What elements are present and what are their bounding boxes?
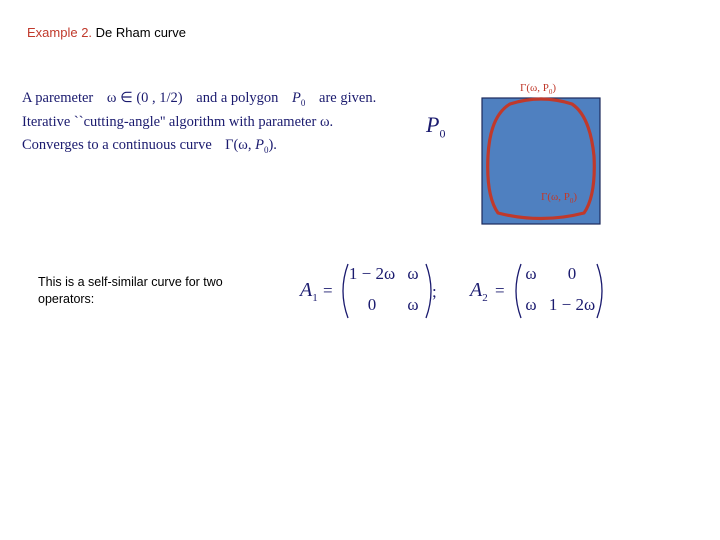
- matrix-a1-r1c2: ω: [407, 264, 419, 283]
- description-text: This is a self-similar curve for two operators:: [38, 275, 223, 306]
- line1-text-b: and a polygon: [196, 90, 279, 106]
- derham-curve-figure: [478, 96, 604, 228]
- polygon-label-subscript: 0: [439, 126, 446, 141]
- matrix-a2-equals: =: [495, 281, 505, 300]
- matrix-a2-label: [470, 279, 488, 304]
- statement-line-1: [22, 90, 376, 108]
- title-prefix: Example 2.: [27, 25, 93, 40]
- gamma-top-close: ): [552, 82, 557, 94]
- gamma-inner-subscript: 0: [569, 197, 574, 206]
- polygon-symbol: P: [292, 90, 301, 106]
- polygon-subscript-3: 0: [263, 144, 269, 155]
- statement-line-3: [22, 137, 277, 155]
- line1-text-c: are given.: [319, 90, 377, 106]
- matrix-a2-r2c1: ω: [525, 295, 537, 314]
- polygon-label: [426, 112, 445, 141]
- matrix-a2-r1c1: ω: [525, 264, 537, 283]
- gamma-expression: Γ(ω,: [225, 137, 252, 153]
- line2-text: Iterative ``cutting-angle'' algorithm with parameter: [22, 114, 317, 130]
- gamma-label-inner: [541, 191, 577, 205]
- matrix-a1-letter: A: [300, 279, 313, 301]
- line1-text-a: A paremeter: [22, 90, 94, 106]
- gamma-close: ).: [268, 137, 277, 153]
- gamma-label-top: [520, 82, 556, 96]
- matrix-a1-subscript: 1: [312, 292, 318, 304]
- matrix-a2: [470, 262, 610, 320]
- matrix-a2-right-paren: [594, 262, 608, 320]
- gamma-inner-close: ): [573, 191, 578, 203]
- omega-symbol-2: ω.: [319, 114, 334, 130]
- matrix-a2-r1c2: 0: [567, 264, 577, 283]
- interval: (0 , 1/2): [136, 90, 183, 106]
- element-of-symbol: ∈: [120, 90, 133, 106]
- matrix-a1-r2c2: ω: [407, 295, 419, 314]
- matrix-a1-semicolon: ;: [432, 282, 437, 301]
- matrix-a1-label: [300, 279, 318, 304]
- matrix-a2-subscript: 2: [482, 292, 488, 304]
- matrix-a2-letter: A: [470, 279, 483, 301]
- polygon-label-letter: P: [426, 112, 440, 137]
- line3-text: Converges to a continuous curve: [22, 137, 212, 153]
- matrix-a2-r2c2: 1 − 2ω: [548, 295, 596, 314]
- matrix-a1-r1c1: 1 − 2ω: [348, 264, 396, 283]
- matrix-a1-equals: =: [323, 281, 333, 300]
- polygon-subscript: 0: [300, 97, 306, 108]
- omega-symbol: ω: [106, 90, 117, 106]
- polygon-symbol-3: P: [255, 137, 264, 153]
- gamma-top-subscript: 0: [548, 88, 553, 97]
- gamma-top-text: Γ(ω, P: [520, 82, 549, 94]
- title-rest: De Rham curve: [95, 25, 186, 40]
- matrix-a1: [300, 262, 450, 320]
- matrix-a1-r2c1: 0: [367, 295, 377, 314]
- statement-line-2: [22, 114, 333, 131]
- slide-title: [27, 25, 186, 40]
- gamma-inner-text: Γ(ω, P: [541, 191, 570, 203]
